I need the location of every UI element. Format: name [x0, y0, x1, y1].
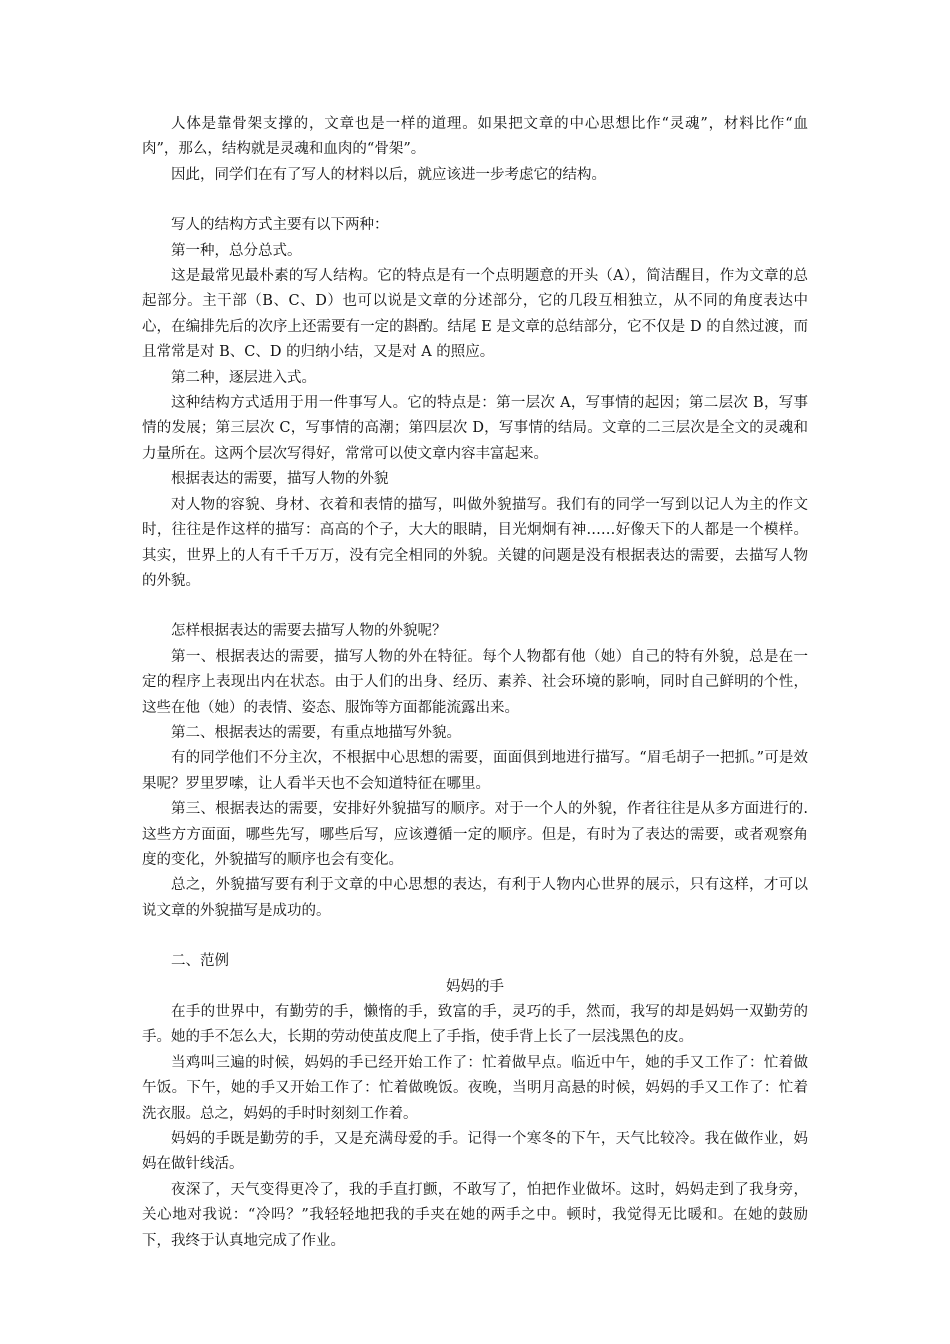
structure-type-heading: 第一种，总分总式。: [171, 242, 302, 259]
intro-paragraph: 因此，同学们在有了写人的材料以后，就应该进一步考虑它的结构。: [171, 166, 606, 183]
method-paragraph: 第三、根据表达的需要，安排好外貌描写的顺序。对于一个人的外貌，作者往往是从多方面进行的. 这些方方面面，哪些先写，哪些后写，应该遵循一定的顺序。但是，有时为了表达的需要，或者观察角度的变化，外貌描写的顺序也会有变化。: [142, 801, 808, 868]
example-paragraph: 夜深了，天气变得更冷了，我的手直打颤，不敢写了，怕把作业做坏。这时，妈妈走到了我身旁，关心地对我说：“冷吗？”我轻轻地把我的手夹在她的两手之中。顿时，我觉得无比暖和。在她的鼓励下，我终于认真地完成了作业。: [142, 1181, 808, 1249]
example-paragraph: 妈妈的手既是勤劳的手，又是充满母爱的手。记得一个寒冬的下午，天气比较冷。我在做作业，妈妈在做针线活。: [142, 1131, 808, 1173]
structure-paragraph: 这是最常见最朴素的写人结构。它的特点是有一个点明题意的开头（A），简洁醒目，作为文章的总起部分。主干部（B、C、D）也可以说是文章的分述部分，它的几段互相独立，从不同的角度表达中心，在编排先后的次序上还需要有一定的斟酌。结尾 E 是文章的总结部分，它不仅是 D 的自然过渡，而且常常是对 B、C、D 的归纳小结，又是对 A 的照应。: [142, 268, 808, 361]
example-paragraph: 当鸡叫三遍的时候，妈妈的手已经开始工作了：忙着做早点。临近中午，她的手又工作了：忙着做午饭。下午，她的手又开始工作了：忙着做晚饭。夜晚，当明月高悬的时候，妈妈的手又工作了：忙着洗衣服。总之，妈妈的手时时刻刻工作着。: [142, 1054, 808, 1122]
method-paragraph: 第一、根据表达的需要，描写人物的外在特征。每个人物都有他（她）自己的特有外貌，总是在一定的程序上表现出内在状态。由于人们的出身、经历、素养、社会环境的影响，同时自己鲜明的个性，这些在他（她）的表情、姿态、服饰等方面都能流露出来。: [142, 648, 808, 716]
section-heading: 根据表达的需要，描写人物的外貌: [171, 471, 389, 488]
paragraph-gap: [142, 594, 808, 619]
paragraph-gap: [142, 924, 808, 949]
appearance-paragraph: 对人物的容貌、身材、衣着和表情的描写，叫做外貌描写。我们有的同学一写到以记人为主的作文时，往往是作这样的描写：高高的个子，大大的眼睛，目光炯炯有神……好像天下的人都是一个模样。其实，世界上的人有千千万万，没有完全相同的外貌。关键的问题是没有根据表达的需要，去描写人物的外貌。: [142, 496, 808, 589]
structure-paragraph: 这种结构方式适用于用一件事写人。它的特点是：第一层次 A，写事情的起因；第二层次 B，写事情的发展；第三层次 C，写事情的高潮；第四层次 D，写事情的结局。文章的二三层次是全文的灵魂和力量所在。这两个层次写得好，常常可以使文章内容丰富起来。: [142, 395, 808, 462]
document-page: [142, 112, 808, 1254]
example-paragraph: 在手的世界中，有勤劳的手，懒惰的手，致富的手，灵巧的手，然而，我写的却是妈妈一双勤劳的手。她的手不怎么大，长期的劳动使茧皮爬上了手指，使手背上长了一层浅黑色的皮。: [142, 1004, 808, 1046]
method-paragraph: 第二、根据表达的需要，有重点地描写外貌。: [171, 724, 461, 741]
method-paragraph: 有的同学他们不分主次，不根据中心思想的需要，面面俱到地进行描写。“眉毛胡子一把抓。”可是效果呢？罗里罗嗦，让人看半天也不会知道特征在哪里。: [142, 750, 808, 792]
example-title: 妈妈的手: [446, 978, 504, 995]
structure-intro: 写人的结构方式主要有以下两种：: [171, 217, 389, 234]
intro-paragraph: 人体是靠骨架支撑的，文章也是一样的道理。如果把文章的中心思想比作“灵魂”，材料比作“血肉”，那么，结构就是灵魂和血肉的“骨架”。: [142, 116, 808, 158]
paragraph-gap: [142, 188, 808, 213]
structure-type-heading: 第二种，逐层进入式。: [171, 369, 316, 386]
question-paragraph: 怎样根据表达的需要去描写人物的外貌呢？: [171, 623, 447, 640]
summary-paragraph: 总之，外貌描写要有利于文章的中心思想的表达，有利于人物内心世界的展示，只有这样，才可以说文章的外貌描写是成功的。: [142, 877, 808, 919]
example-heading: 二、范例: [171, 953, 229, 970]
